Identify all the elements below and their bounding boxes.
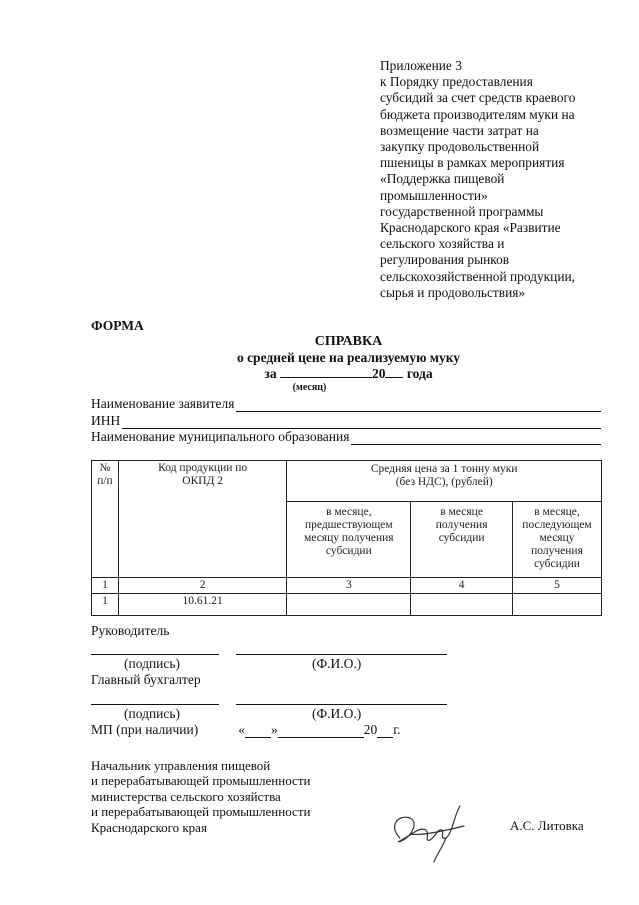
year-blank[interactable] — [385, 366, 403, 378]
period-line — [58, 366, 639, 382]
footer-line: Начальник управления пищевой — [91, 758, 271, 773]
appendix-line: бюджета производителям муки на — [380, 106, 575, 122]
title-block — [0, 333, 639, 394]
head-sign-line[interactable] — [91, 654, 219, 655]
row-prev-cell[interactable] — [287, 594, 411, 616]
date-open-quote: « — [238, 722, 245, 737]
footer-position — [91, 758, 310, 835]
date-year-prefix: 20 — [363, 722, 378, 737]
municipality-line[interactable] — [351, 432, 601, 445]
date-year-blank[interactable] — [377, 725, 393, 738]
appendix-line: сырья и продовольствия» — [380, 284, 526, 300]
document-subtitle: о средней цене на реализуемую муку — [236, 350, 461, 365]
index-cell: 5 — [513, 578, 602, 594]
accountant-label: Главный бухгалтер — [91, 672, 201, 687]
index-cell: 4 — [411, 578, 513, 594]
header-price: Средняя цена за 1 тонну муки (без НДС), (рублей) — [287, 461, 602, 502]
applicant-line[interactable] — [236, 399, 601, 412]
handwritten-signature — [380, 796, 470, 866]
period-suffix: года — [406, 366, 433, 381]
date-suffix: г. — [393, 722, 401, 737]
period-prefix: за — [264, 366, 277, 381]
month-blank[interactable] — [280, 366, 372, 378]
applicant-field[interactable] — [91, 396, 601, 412]
day-blank[interactable] — [245, 725, 271, 738]
price-table — [91, 460, 602, 616]
appendix-line: сельского хозяйства и — [380, 236, 505, 252]
accountant-sign-hint: (подпись) — [124, 706, 181, 721]
inn-label: ИНН — [91, 413, 121, 428]
footer-line: и перерабатывающей промышленности — [91, 773, 311, 789]
document-title: СПРАВКА — [314, 334, 383, 349]
head-sign-hint: (подпись) — [124, 656, 181, 671]
index-cell: 2 — [118, 578, 286, 594]
header-prev-month: в месяце, предшествующем месяцу получения субсидии — [287, 502, 411, 578]
municipality-label: Наименование муниципального образования — [91, 429, 350, 444]
appendix-line: Приложение 3 — [380, 58, 462, 73]
appendix-line: к Порядку предоставления — [380, 74, 533, 90]
appendix-line: промышленности» — [380, 187, 488, 203]
appendix-line: сельскохозяйственной продукции, — [380, 268, 576, 284]
appendix-line: пшеницы в рамках мероприятия — [380, 155, 565, 171]
row-curr-cell[interactable] — [411, 594, 513, 616]
row-code-cell: 10.61.21 — [118, 594, 286, 616]
appendix-line: «Поддержка пищевой — [380, 171, 505, 187]
appendix-line: закупку продовольственной — [380, 139, 540, 155]
row-num-cell: 1 — [92, 594, 119, 616]
head-fio-line[interactable] — [236, 654, 447, 655]
table-header-row — [92, 461, 602, 502]
stamp-date-line — [91, 722, 401, 738]
year-prefix: 20 — [371, 366, 386, 381]
accountant-fio-hint: (Ф.И.О.) — [312, 706, 362, 721]
table-row — [92, 594, 602, 616]
appendix-line: Краснодарского края «Развитие — [380, 220, 561, 236]
head-fio-hint: (Ф.И.О.) — [312, 656, 362, 671]
header-next-month: в месяце, последующем месяцу получения субсидии — [513, 502, 602, 578]
date-close-quote: » — [270, 722, 278, 737]
form-label: ФОРМА — [91, 318, 144, 333]
applicant-label: Наименование заявителя — [91, 396, 235, 411]
footer-line: министерства сельского хозяйства — [91, 788, 281, 804]
header-code: Код продукции по ОКПД 2 — [118, 461, 286, 578]
table-index-row — [92, 578, 602, 594]
appendix-line: возмещение части затрат на — [380, 122, 539, 138]
appendix-line: государственной программы — [380, 203, 544, 219]
signer-name: А.С. Литовка — [510, 818, 584, 833]
footer-line: Краснодарского края — [91, 819, 207, 835]
header-num: № п/п — [92, 461, 119, 578]
index-cell: 1 — [92, 578, 119, 594]
appendix-header — [380, 58, 625, 301]
month-date-blank[interactable] — [278, 725, 364, 738]
stamp-label: МП (при наличии) — [91, 722, 199, 737]
row-next-cell[interactable] — [513, 594, 602, 616]
header-current-month: в месяце получения субсидии — [411, 502, 513, 578]
month-hint: (месяц) — [292, 382, 327, 393]
footer-line: и перерабатывающей промышленности — [91, 804, 311, 820]
inn-line[interactable] — [122, 416, 601, 429]
appendix-line: регулирования рынков — [380, 252, 510, 268]
municipality-field[interactable] — [91, 429, 601, 445]
head-label: Руководитель — [91, 623, 170, 638]
accountant-fio-line[interactable] — [236, 704, 447, 705]
accountant-sign-line[interactable] — [91, 704, 219, 705]
index-cell: 3 — [287, 578, 411, 594]
appendix-line: субсидий за счет средств краевого — [380, 90, 576, 106]
inn-field[interactable] — [91, 413, 601, 429]
